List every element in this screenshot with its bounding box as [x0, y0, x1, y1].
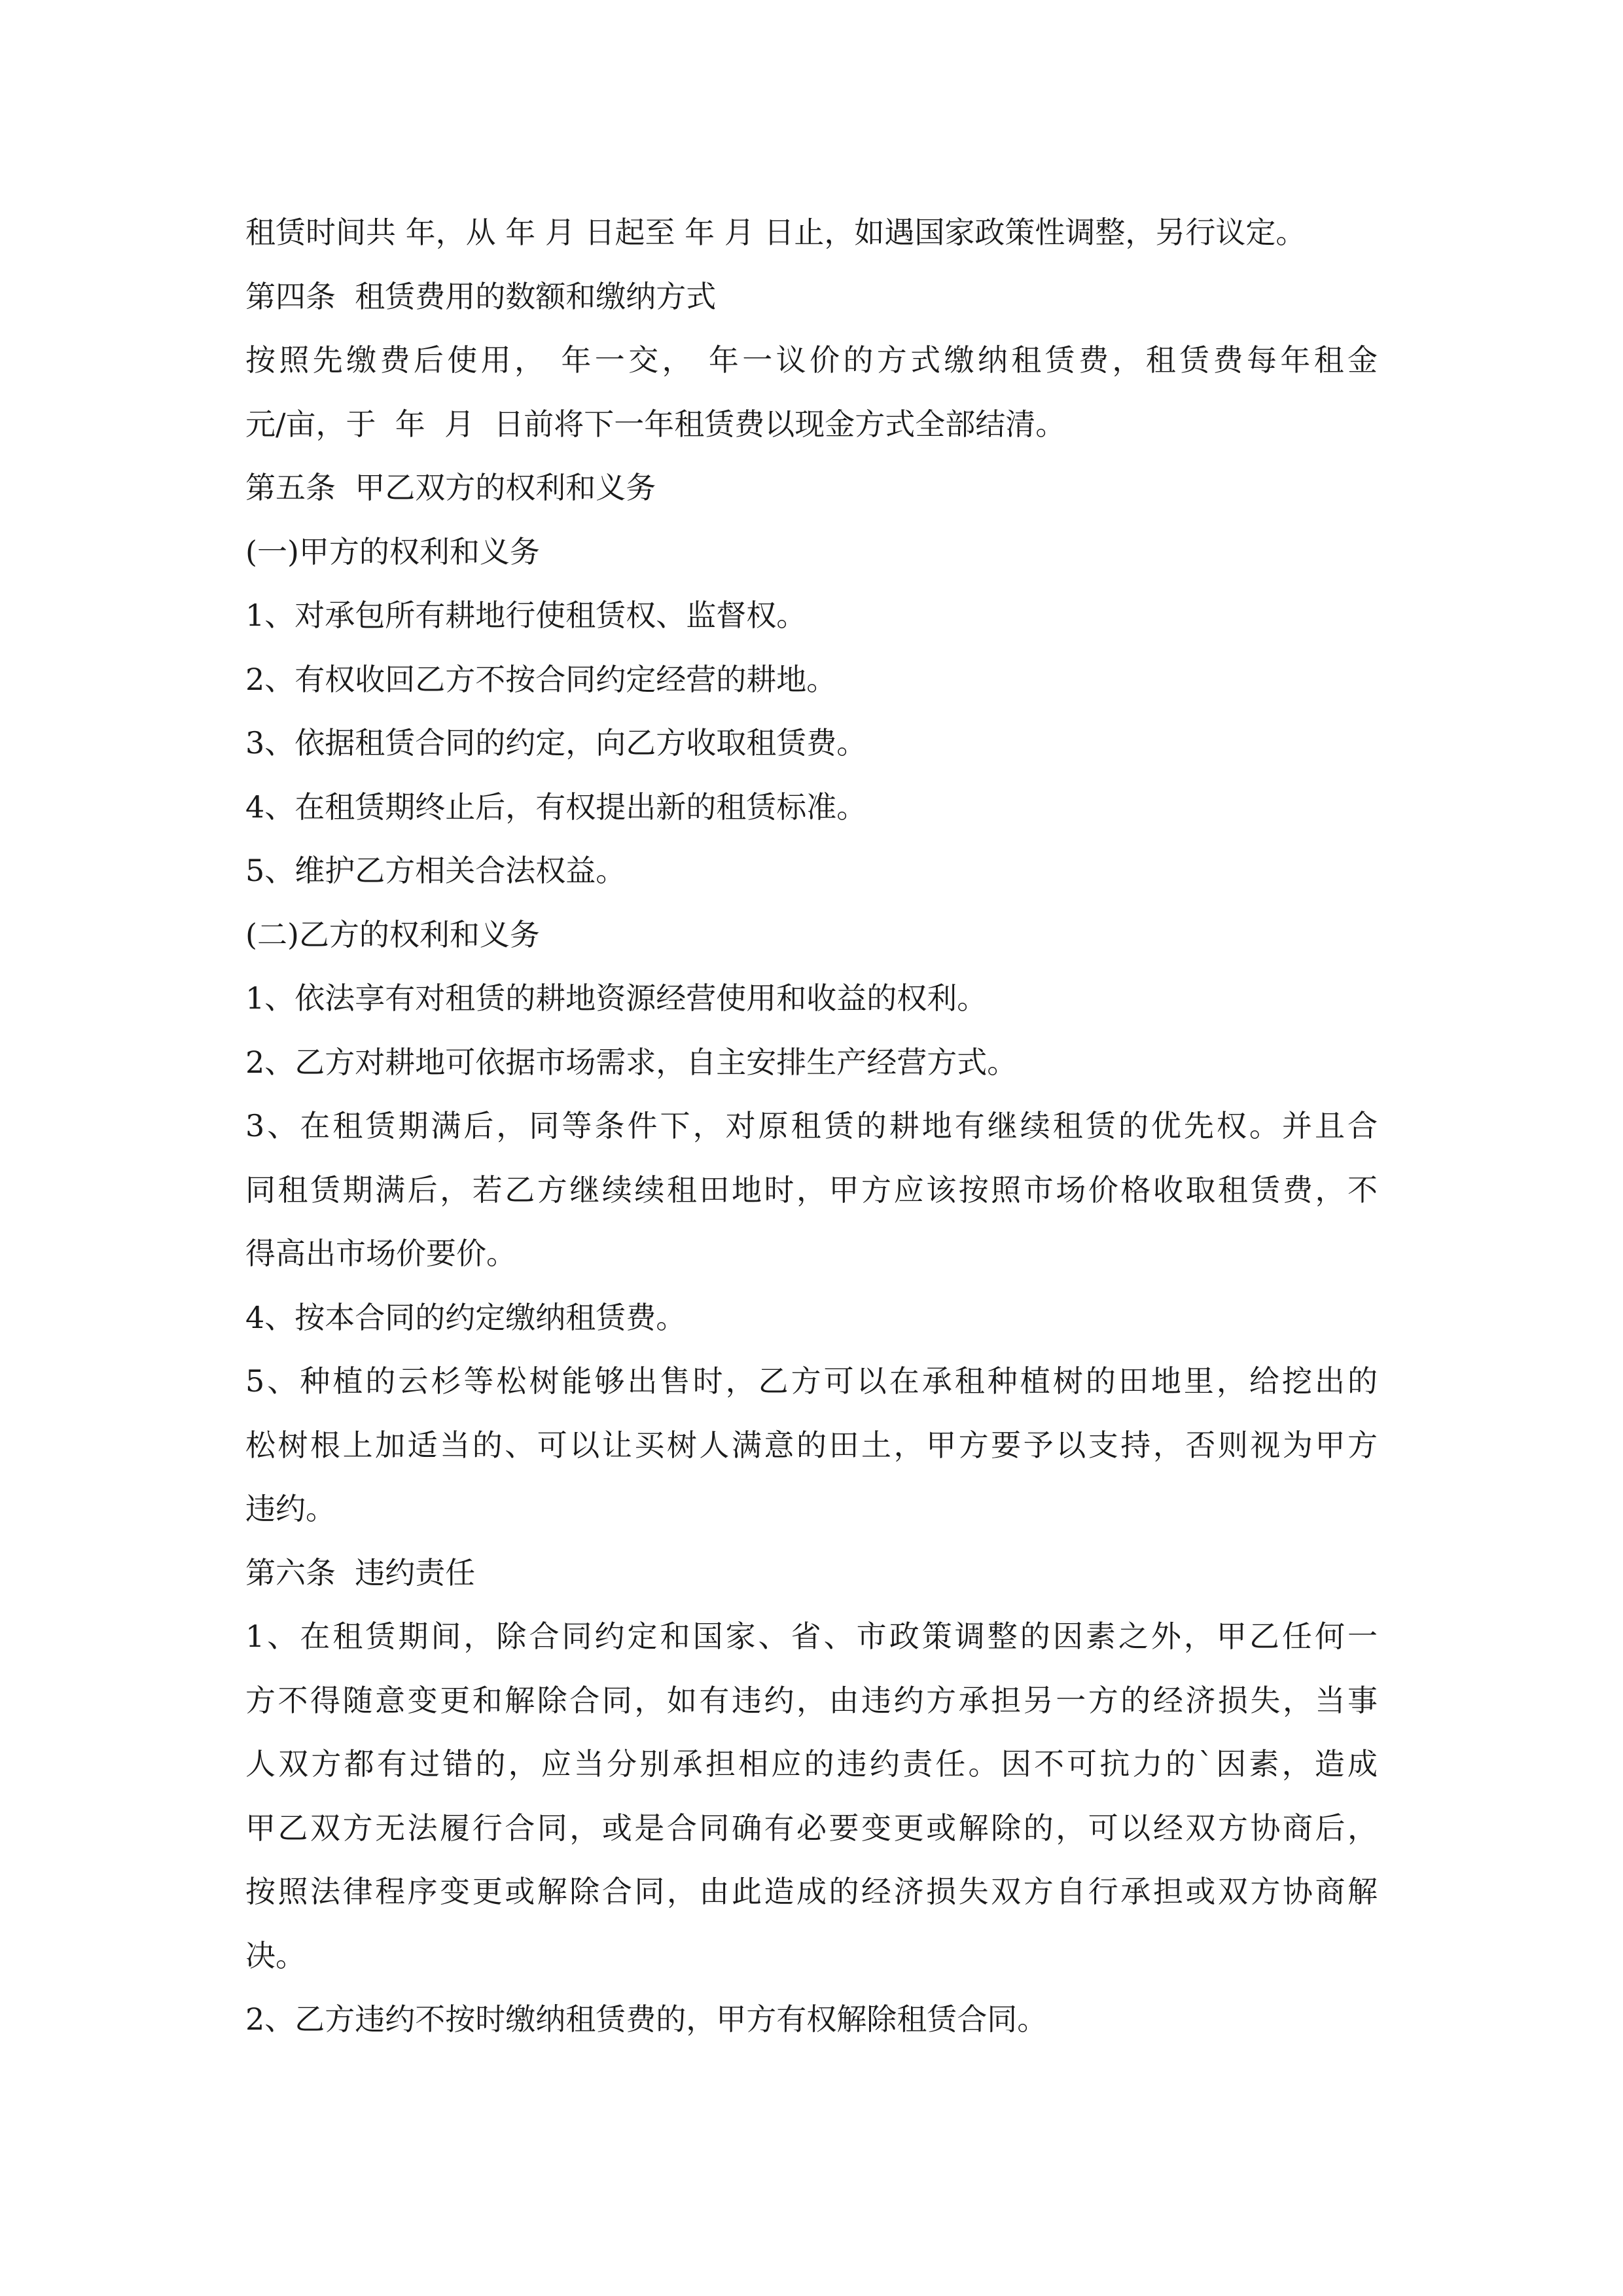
party-b-item-3-line-2: 同租赁期满后，若乙方继续续租田地时，甲方应该按照市场价格收取租赁费，不	[245, 1172, 1378, 1208]
article-4-heading: 第四条 租赁费用的数额和缴纳方式	[245, 278, 717, 314]
party-b-item-3-line-3: 得高出市场价要价。	[245, 1236, 516, 1271]
party-a-heading: (一)甲方的权利和义务	[245, 533, 540, 569]
party-b-heading: (二)乙方的权利和义务	[245, 916, 540, 952]
liability-item-1-line-4: 甲乙双方无法履行合同，或是合同确有必要变更或解除的，可以经双方协商后，	[245, 1810, 1378, 1846]
text-line-payment-1: 按照先缴费后使用， 年一交， 年一议价的方式缴纳租赁费，租赁费每年租金	[245, 342, 1378, 378]
liability-item-1-line-6: 决。	[245, 1937, 306, 1973]
text-line-lease-term: 租赁时间共 年，从 年 月 日起至 年 月 日止，如遇国家政策性调整，另行议定。	[245, 215, 1306, 250]
party-a-item-2: 2、有权收回乙方不按合同约定经营的耕地。	[245, 661, 837, 697]
liability-item-1-line-1: 1、在租赁期间，除合同约定和国家、省、市政策调整的因素之外，甲乙任何一	[245, 1619, 1378, 1654]
text-line-payment-2: 元/亩，于 年 月 日前将下一年租赁费以现金方式全部结清。	[245, 406, 1066, 442]
party-b-item-4: 4、按本合同的约定缴纳租赁费。	[245, 1299, 687, 1335]
liability-item-1-line-5: 按照法律程序变更或解除合同，由此造成的经济损失双方自行承担或双方协商解	[245, 1874, 1378, 1909]
article-5-heading: 第五条 甲乙双方的权利和义务	[245, 470, 656, 505]
liability-item-1-line-3: 人双方都有过错的，应当分别承担相应的违约责任。因不可抗力的`因素，造成	[245, 1746, 1378, 1782]
article-6-heading: 第六条 违约责任	[245, 1554, 476, 1590]
party-a-item-1: 1、对承包所有耕地行使租赁权、监督权。	[245, 598, 807, 633]
party-a-item-3: 3、依据租赁合同的约定，向乙方收取租赁费。	[245, 725, 867, 761]
document-body	[245, 201, 1378, 2052]
party-b-item-5-line-3: 违约。	[245, 1491, 336, 1526]
party-b-item-1: 1、依法享有对租赁的耕地资源经营使用和收益的权利。	[245, 980, 988, 1016]
party-a-item-5: 5、维护乙方相关合法权益。	[245, 853, 626, 888]
party-b-item-3-line-1: 3、在租赁期满后，同等条件下，对原租赁的耕地有继续租赁的优先权。并且合	[245, 1108, 1378, 1143]
party-a-item-4: 4、在租赁期终止后，有权提出新的租赁标准。	[245, 789, 867, 825]
party-b-item-5-line-2: 松树根上加适当的、可以让买树人满意的田土，甲方要予以支持，否则视为甲方	[245, 1427, 1378, 1463]
party-b-item-5-line-1: 5、种植的云杉等松树能够出售时，乙方可以在承租种植树的田地里，给挖出的	[245, 1363, 1378, 1399]
liability-item-2: 2、乙方违约不按时缴纳租赁费的，甲方有权解除租赁合同。	[245, 2001, 1048, 2037]
party-b-item-2: 2、乙方对耕地可依据市场需求，自主安排生产经营方式。	[245, 1044, 1018, 1080]
liability-item-1-line-2: 方不得随意变更和解除合同，如有违约，由违约方承担另一方的经济损失，当事	[245, 1682, 1378, 1718]
